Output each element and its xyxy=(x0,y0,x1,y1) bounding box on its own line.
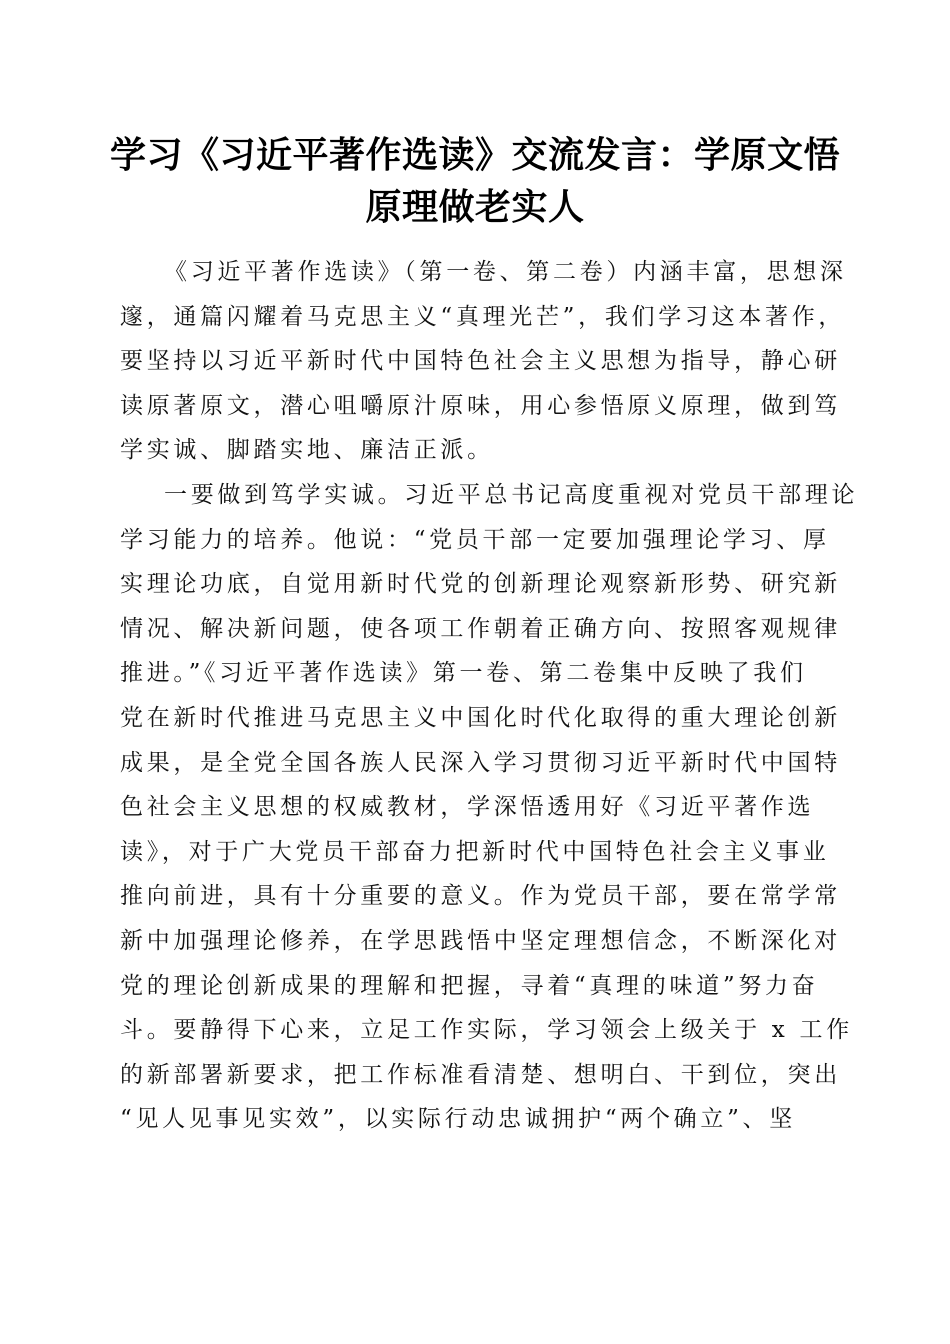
paragraph-line: 的新部署新要求，把工作标准看清楚、想明白、干到位，突出 xyxy=(120,1061,841,1088)
paragraph-line: 党的理论创新成果的理解和把握，寻着“真理的味道”努力奋 xyxy=(120,972,819,999)
paragraph-line: 党在新时代推进马克思主义中国化时代化取得的重大理论创新 xyxy=(120,704,841,731)
paragraph-line: 读》，对于广大党员干部奋力把新时代中国特色社会主义事业 xyxy=(120,838,830,865)
paragraph-line: 成果，是全党全国各族人民深入学习贯彻习近平新时代中国特 xyxy=(120,749,841,776)
title-line: 原理做老实人 xyxy=(365,187,585,228)
paragraph-line: 情况、解决新问题，使各项工作朝着正确方向、按照客观规律 xyxy=(120,615,841,642)
paragraph-line: 推向前进，具有十分重要的意义。作为党员干部，要在常学常 xyxy=(120,883,841,910)
paragraph-line: 推进。”《习近平著作选读》第一卷、第二卷集中反映了我们 xyxy=(120,660,807,687)
document-body xyxy=(120,250,859,1142)
paragraph-line: 读原著原文，潜心咀嚼原汁原味，用心参悟原义原理，做到笃 xyxy=(120,392,841,419)
paragraph-line: “见人见事见实效”，以实际行动忠诚拥护“两个确立”、坚 xyxy=(120,1106,796,1133)
paragraph-line: 斗。要静得下心来，立足工作实际，学习领会上级关于 x 工作 xyxy=(120,1017,853,1044)
title-line: 学习《习近平著作选读》交流发言：学原文悟 xyxy=(109,135,840,176)
document-title xyxy=(100,130,850,234)
paragraph-line: 邃，通篇闪耀着马克思主义“真理光芒”，我们学习这本著作， xyxy=(120,303,846,330)
paragraph-line: 要坚持以习近平新时代中国特色社会主义思想为指导，静心研 xyxy=(120,348,841,375)
paragraph-line: 实理论功底，自觉用新时代党的创新理论观察新形势、研究新 xyxy=(120,571,841,598)
paragraph-line: 新中加强理论修养，在学思践悟中坚定理想信念，不断深化对 xyxy=(120,927,841,954)
paragraph-line: 一要做到笃学实诚。习近平总书记高度重视对党员干部理论 xyxy=(164,481,859,508)
paragraph-line: 学习能力的培养。他说：“党员干部一定要加强理论学习、厚 xyxy=(120,526,830,553)
paragraph-line: 《习近平著作选读》（第一卷、第二卷）内涵丰富，思想深 xyxy=(164,259,847,285)
paragraph-intro xyxy=(120,250,847,473)
paragraph-line: 学实诚、脚踏实地、廉洁正派。 xyxy=(120,437,494,464)
paragraph-line: 色社会主义思想的权威教材，学深悟透用好《习近平著作选 xyxy=(120,794,815,821)
paragraph-section-one xyxy=(120,473,859,1142)
